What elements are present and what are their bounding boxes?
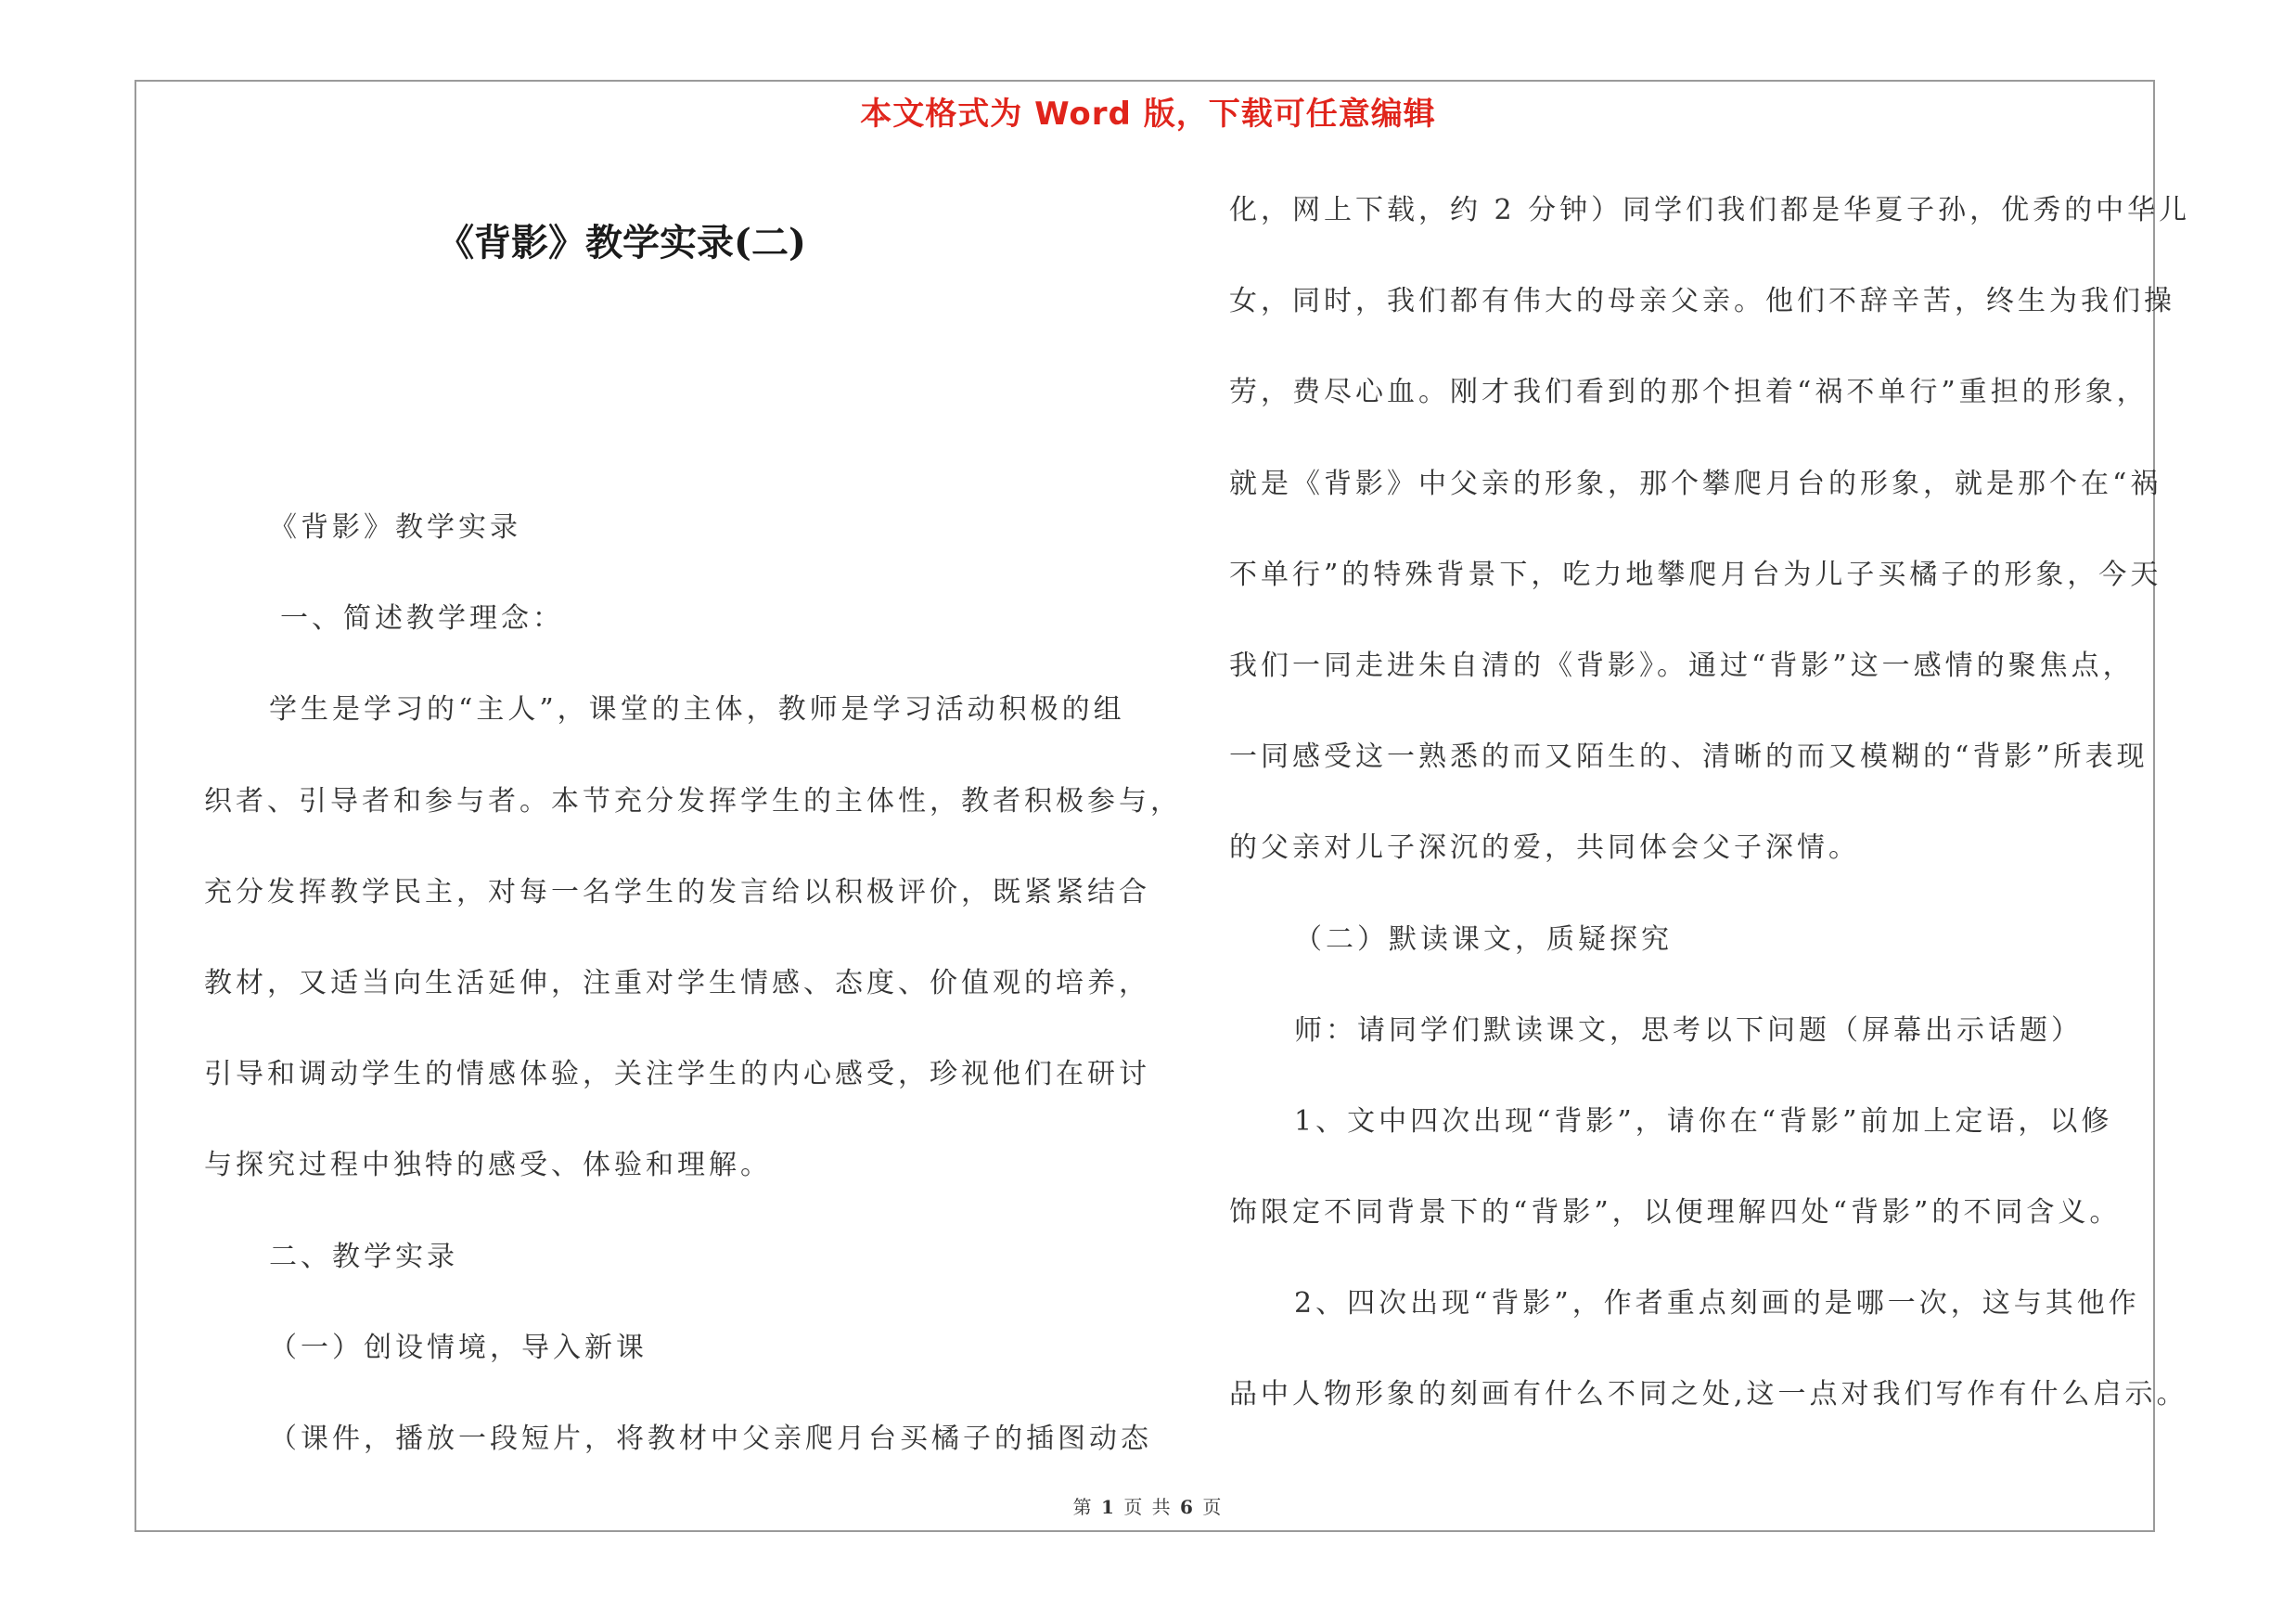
text-line: 引导和调动学生的情感体验，关注学生的内心感受，珍视他们在研讨 (204, 1058, 1150, 1091)
left-text-column (204, 483, 1182, 1485)
text-line: （二）默读课文，质疑探究 (1294, 922, 1673, 956)
text-line: 织者、引导者和参与者。本节充分发挥学生的主体性，教者积极参与， (204, 784, 1182, 818)
current-page-number: 1 (1101, 1496, 1116, 1518)
text-line: 我们一同走进朱自清的《背影》。通过“背影”这一感情的聚焦点， (1229, 649, 2135, 682)
text-line: 充分发挥教学民主，对每一名学生的发言给以积极评价，既紧紧结合 (204, 875, 1150, 908)
text-line: 与探究过程中独特的感受、体验和理解。 (204, 1149, 772, 1182)
text-line: （一）创设情境，导入新课 (269, 1331, 648, 1364)
text-line: 一同感受这一熟悉的而又陌生的、清晰的而又模糊的“背影”所表现 (1229, 741, 2148, 774)
footer-prefix: 第 (1072, 1496, 1094, 1518)
text-line: 劳，费尽心血。刚才我们看到的那个担着“祸不单行”重担的形象， (1229, 376, 2148, 409)
text-line: 二、教学实录 (269, 1240, 458, 1273)
text-line: 化，网上下载，约 2 分钟）同学们我们都是华夏子孙，优秀的中华儿 (1229, 194, 2191, 226)
text-line: 不单行”的特殊背景下，吃力地攀爬月台为儿子买橘子的形象，今天 (1229, 558, 2162, 591)
editable-notice-banner: 本文格式为 Word 版，下载可任意编辑 (860, 96, 1436, 133)
document-title: 《背影》教学实录(二) (437, 221, 806, 264)
text-line: 1、文中四次出现“背影”，请你在“背影”前加上定语，以修 (1294, 1104, 2113, 1138)
right-text-column (1229, 165, 2191, 1441)
text-line: 学生是学习的“主人”，课堂的主体，教师是学习活动积极的组 (269, 693, 1125, 727)
text-line: （课件，播放一段短片，将教材中父亲爬月台买橘子的插图动态 (269, 1422, 1152, 1455)
text-line: 的父亲对儿子深沉的爱，共同体会父子深情。 (1229, 831, 1860, 865)
text-line: 教材，又适当向生活延伸，注重对学生情感、态度、价值观的培养， (204, 966, 1150, 999)
total-page-count: 6 (1180, 1496, 1195, 1518)
text-line: 《背影》教学实录 (269, 511, 521, 544)
text-line: 2、四次出现“背影”，作者重点刻画的是哪一次，这与其他作 (1294, 1287, 2140, 1320)
text-line: 品中人物形象的刻画有什么不同之处,这一点对我们写作有什么启示。 (1229, 1378, 2188, 1411)
footer-suffix: 页 (1202, 1496, 1224, 1518)
footer-middle: 页 共 (1123, 1496, 1173, 1518)
text-line: 师：请同学们默读课文，思考以下问题（屏幕出示话题） (1294, 1013, 2083, 1047)
text-line: 一、简述教学理念： (280, 602, 564, 636)
text-line: 女，同时，我们都有伟大的母亲父亲。他们不辞辛苦，终生为我们操 (1229, 285, 2175, 318)
text-line: 就是《背影》中父亲的形象，那个攀爬月台的形象，就是那个在“祸 (1229, 467, 2162, 500)
page-number-footer (0, 1492, 2296, 1519)
text-line: 饰限定不同背景下的“背影”，以便理解四处“背影”的不同含义。 (1229, 1196, 2122, 1230)
